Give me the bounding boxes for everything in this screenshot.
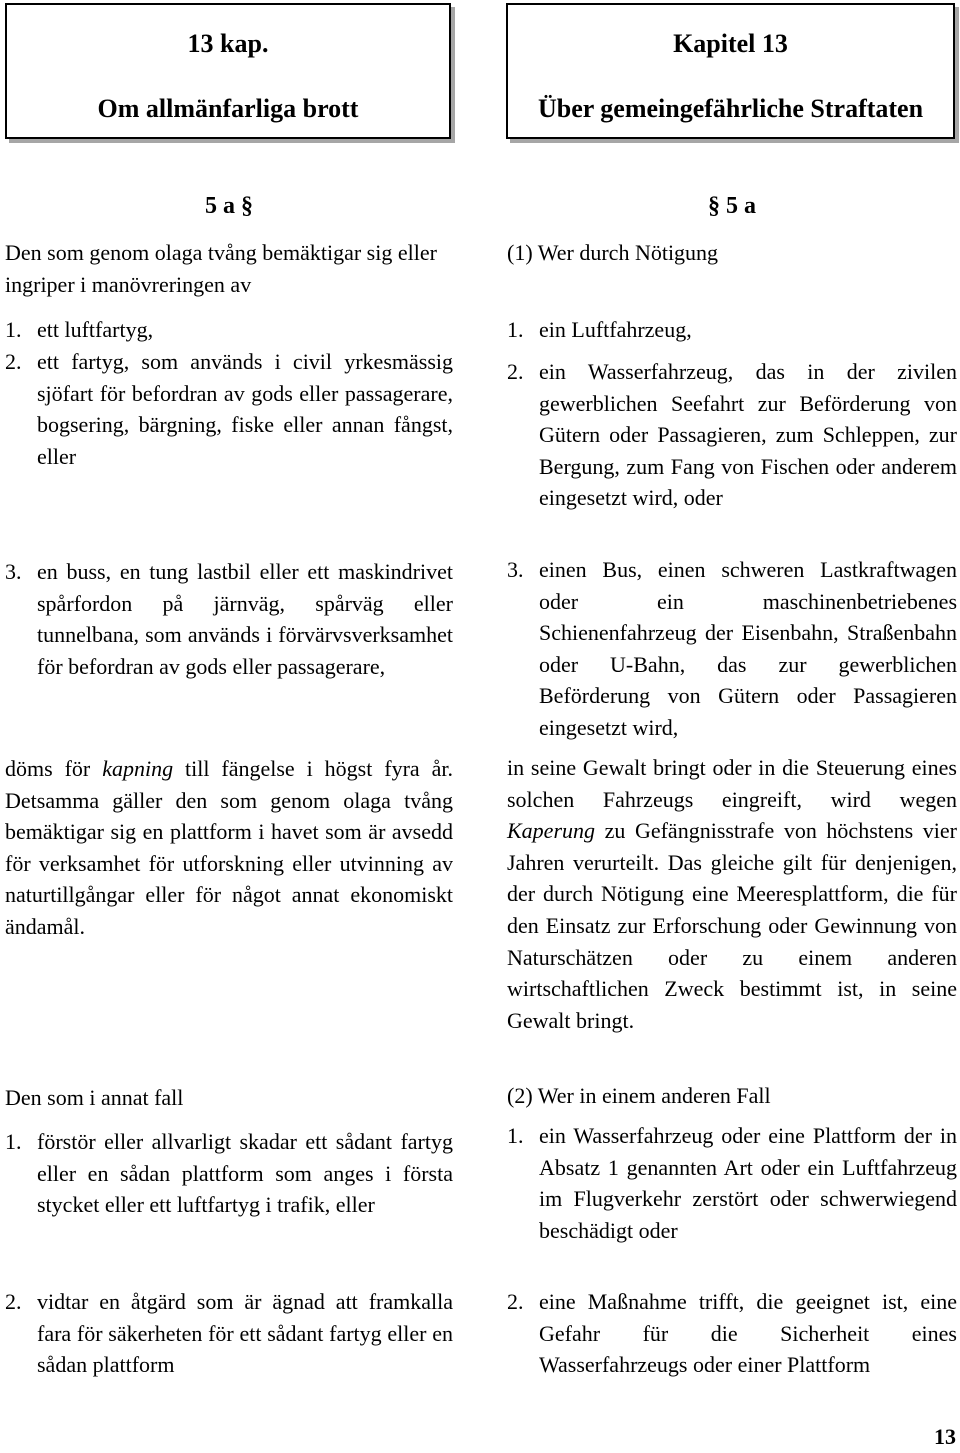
section-heading-swedish: 5 a § [205,193,253,219]
list-text: förstör eller allvarligt skadar ett sådant fartyg eller en sådan plattform som anges i första stycket eller ett luftfartyg i trafik, eller [37,1129,453,1218]
list-item [5,346,453,472]
list-text: ein Wasserfahrzeug oder eine Plattform der in Absatz 1 genannten Art oder ein Luftfahrzeug im Flugverkehr zerstört oder schwerwiegend beschädigt oder [539,1123,957,1243]
penalty-text-start: in seine Gewalt bringt oder in die Steuerung eines solchen Fahrzeugs eingreift, wird wegen [507,755,957,812]
intro-swedish: Den som genom olaga tvång bemäktigar sig eller ingriper i manövreringen av [5,240,437,297]
penalty-text-start: döms för [5,756,103,781]
penalty-paragraph-german [507,752,957,1036]
penalty-text-end: zu Gefängnisstrafe von höchstens vier Jahren verurteilt. Das gleiche gilt für denjenigen, der durch Nötigung eine Meeresplattform, die für den Einsatz zur Erforschung oder Gewinnung von Naturschätzen oder zu einem anderen wirtschaftlichen Zweck bestimmt ist, in seine Gewalt bringt. [507,818,957,1033]
list-item [507,554,957,744]
list-text: ein Luftfahrzeug, [539,317,692,342]
offence-term-german: Kaperung [507,818,595,844]
section-heading-german [507,191,957,223]
list-number: 1. [5,317,22,342]
list-number: 2. [507,359,524,384]
list-item [507,1120,957,1246]
paragraph1-intro-german: (1) Wer durch Nötigung [507,240,719,265]
list-number: 3. [507,557,524,582]
list-text: vidtar en åtgärd som är ägnad att framkalla fara för säkerheten för ett sådant fartyg eller en sådan plattform [37,1289,453,1378]
list-item [5,314,453,346]
section-sign: § [708,193,720,219]
list-item [507,356,957,514]
list-item [507,314,957,346]
penalty-text-end: till fängelse i högst fyra år. Detsamma gäller den som genom olaga tvång bemäktigar sig en plattform i havet som är avsedd för verksamhet för utforskning eller utvinning av naturtillgångar eller för något annat ekonomiskt ändamål. [5,756,454,939]
list-number: 2. [5,349,22,374]
section-number: 5 a [726,193,756,219]
list-item [5,556,453,682]
list-text: en buss, en tung lastbil eller ett maskindrivet spårfordon på järnväg, spårväg eller tunnelbana, som används i förvärvsverksamhet för befordran av gods eller passagerare, [37,559,453,679]
list-number: 1. [507,1123,524,1148]
penalty-paragraph-swedish [5,753,453,943]
list-text: ett luftfartyg, [37,317,154,342]
list-number: 1. [507,317,524,342]
list-text: ein Wasserfahrzeug, das in der zivilen gewerblichen Seefahrt zur Beförderung von Gütern oder Passagieren, zum Schleppen, zur Bergung, zum Fang von Fischen oder anderem eingesetzt wird, oder [539,359,957,511]
list-text: einen Bus, einen schweren Lastkraftwagen oder ein maschinenbetriebenes Schienenfahrzeug der Eisenbahn, Straßenbahn oder U-Bahn, das zur gewerblichen Beförderung von Gütern oder Passagieren eingesetzt wird, [539,557,957,740]
chapter-header-german [506,3,955,139]
chapter-title-swedish: Om allmänfarliga brott [97,94,359,123]
list-item [507,1286,957,1381]
chapter-title-german: Über gemeingefährliche Straftaten [537,94,924,123]
intro2-swedish: Den som i annat fall [5,1085,184,1110]
chapter-header-swedish [5,3,451,139]
list-number: 3. [5,559,22,584]
list-text: ett fartyg, som används i civil yrkesmässig sjöfart för befordran av gods eller passagerare, bogsering, bärgning, fiske eller annan fångst, eller [37,349,453,469]
chapter-number-german: Kapitel 13 [673,29,788,58]
chapter-number-swedish: 13 kap. [187,29,269,58]
page-number: 13 [934,1424,956,1449]
paragraph2-intro-german: (2) Wer in einem anderen Fall [507,1083,771,1108]
list-text: eine Maßnahme trifft, die geeignet ist, eine Gefahr für die Sicherheit eines Wasserfahrzeugs oder einer Plattform [539,1289,957,1378]
offence-term-swedish: kapning [102,756,174,781]
list-item [5,1126,453,1221]
list-item [5,1286,453,1381]
list-number: 2. [507,1289,524,1314]
list-number: 2. [5,1289,22,1314]
list-number: 1. [5,1129,22,1154]
